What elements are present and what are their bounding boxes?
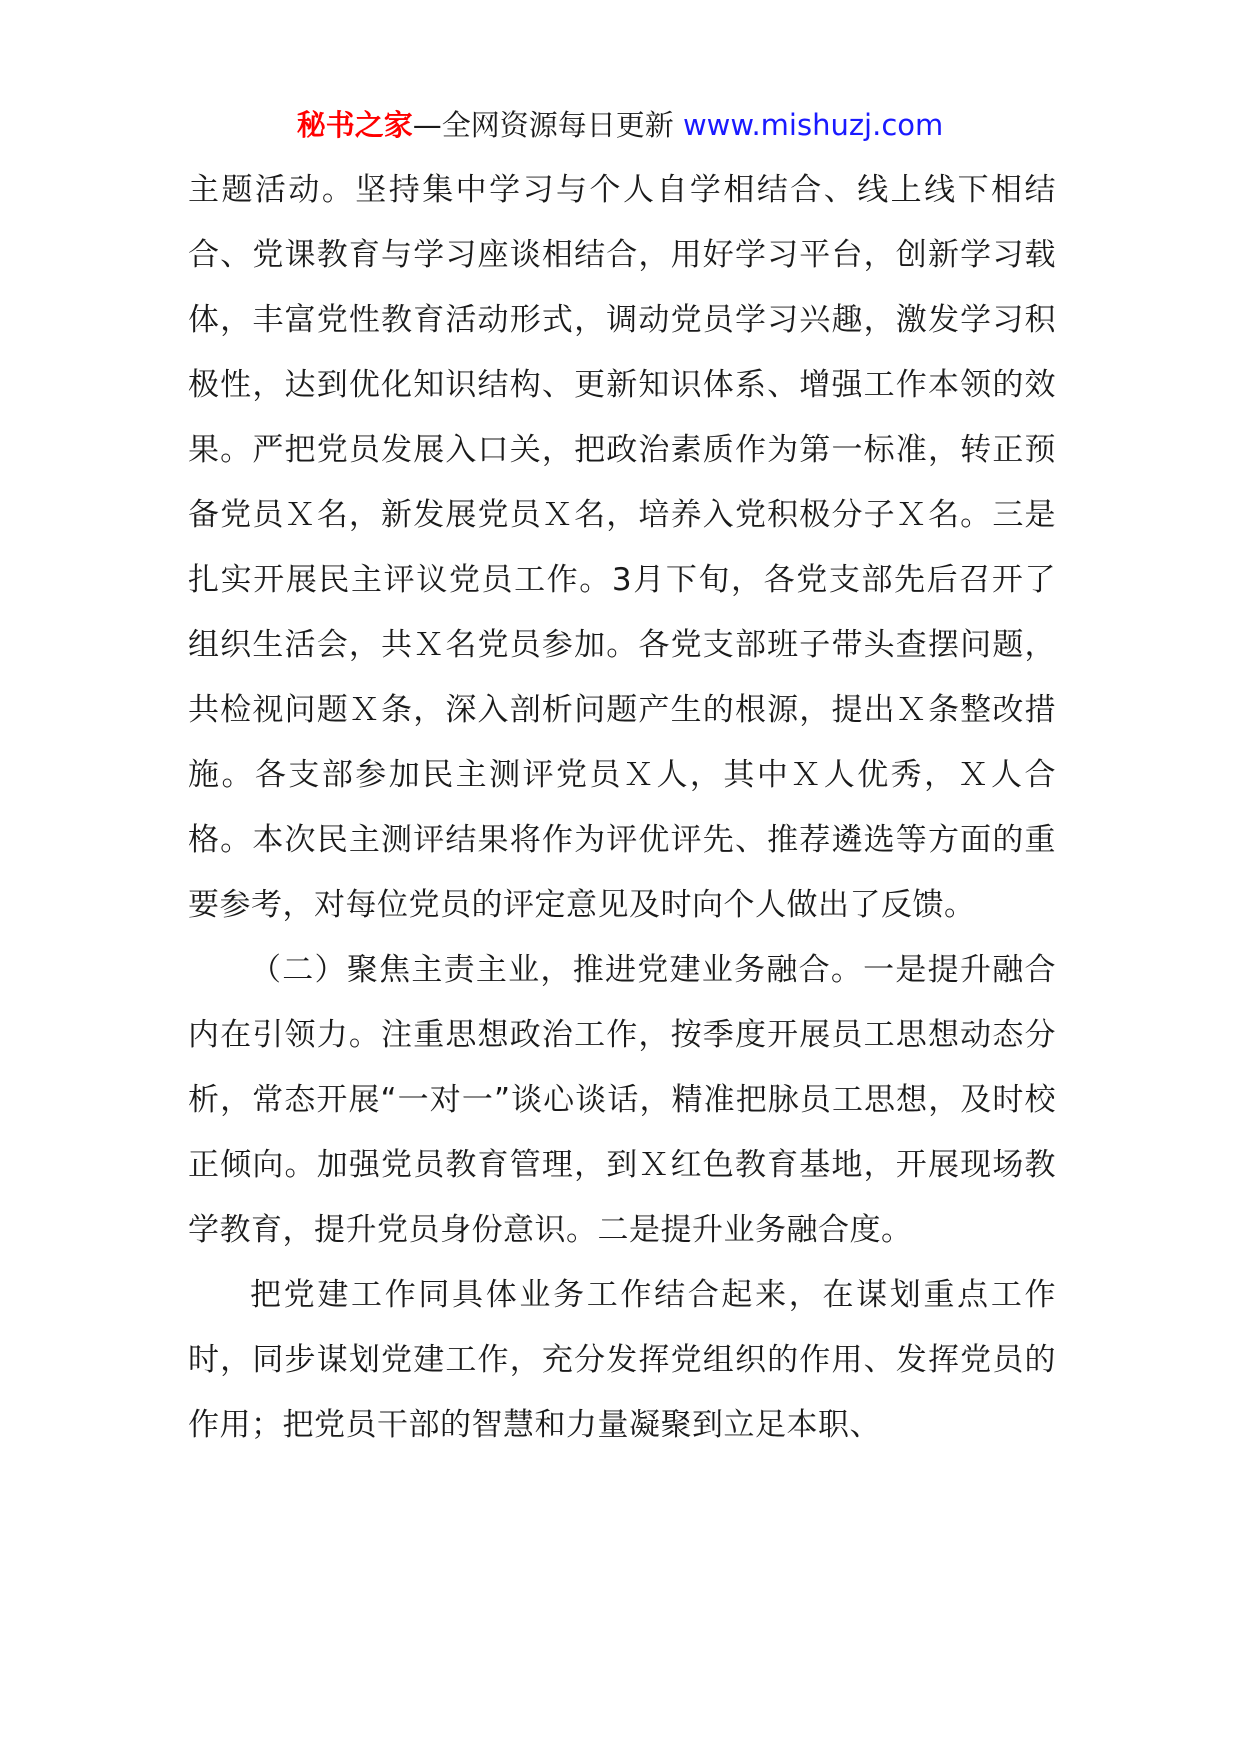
site-url-link[interactable]: www.mishuzj.com xyxy=(682,108,944,142)
brand-name: 秘书之家 xyxy=(296,108,413,142)
paragraph-integration: 把党建工作同具体业务工作结合起来，在谋划重点工作时，同步谋划党建工作，充分发挥党组织的作用、发挥党员的作用；把党员干部的智慧和力量凝聚到立足本职、 xyxy=(188,1277,1056,1443)
document-body xyxy=(188,158,1056,1458)
page-header xyxy=(0,98,1240,152)
paragraph-section-two: （二）聚焦主责主业，推进党建业务融合。一是提升融合内在引领力。注重思想政治工作，按季度开展员工思想动态分析，常态开展“一对一”谈心谈话，精准把脉员工思想，及时校正倾向。加强党员教育管理，到Ｘ红色教育基地，开展现场教学教育，提升党员身份意识。二是提升业务融合度。 xyxy=(188,952,1056,1248)
paragraph-continuation: 主题活动。坚持集中学习与个人自学相结合、线上线下相结合、党课教育与学习座谈相结合，用好学习平台，创新学习载体，丰富党性教育活动形式，调动党员学习兴趣，激发学习积极性，达到优化知识结构、更新知识体系、增强工作本领的效果。严把党员发展入口关，把政治素质作为第一标准，转正预备党员Ｘ名，新发展党员Ｘ名，培养入党积极分子Ｘ名。三是扎实开展民主评议党员工作。3月下旬，各党支部先后召开了组织生活会，共Ｘ名党员参加。各党支部班子带头查摆问题，共检视问题Ｘ条，深入剖析问题产生的根源，提出Ｘ条整改措施。各支部参加民主测评党员Ｘ人，其中Ｘ人优秀，Ｘ人合格。本次民主测评结果将作为评优评先、推荐遴选等方面的重要参考，对每位党员的评定意见及时向个人做出了反馈。 xyxy=(188,172,1056,923)
header-tagline: —全网资源每日更新 xyxy=(412,108,683,142)
